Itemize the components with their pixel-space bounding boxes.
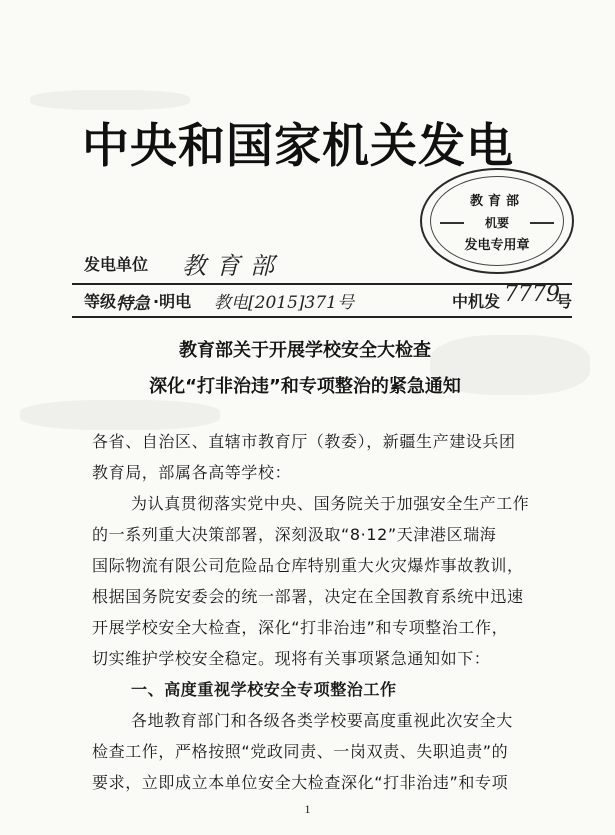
body-line: 的一系列重大决策部署，深刻汲取“8·12”天津港区瑞海 [92, 525, 497, 544]
body-line: 要求，立即成立本单位安全大检查深化“打非治违”和专项 [92, 773, 509, 792]
body-line: 切实维护学校安全稳定。现将有关事项紧急通知如下： [92, 649, 491, 668]
stamp-bottom-text: 发电专用章 [464, 238, 530, 253]
stamp-top-text: 教育部 [469, 194, 524, 209]
header-rule [72, 316, 572, 318]
grade-handwritten: 特急 [116, 294, 150, 314]
dispatch-label: 中机发 [452, 292, 501, 311]
notice-title-line: 深化“打非治违”和专项整治的紧急通知 [149, 376, 461, 397]
salutation-line: 教育局，部属各高等学校： [92, 463, 292, 482]
notice-title-line: 教育部关于开展学校安全大检查 [179, 340, 431, 361]
dispatch-suffix: 号 [556, 292, 573, 311]
body-line: 各地教育部门和各级各类学校要高度重视此次安全大 [131, 711, 513, 730]
scan-smudge [30, 90, 190, 110]
official-seal-stamp [420, 168, 574, 274]
salutation-line: 各省、自治区、直辖市教育厅（教委），新疆生产建设兵团 [92, 432, 516, 451]
dispatch-number: 7779 [504, 282, 560, 307]
stamp-middle-text: 机要 [484, 216, 509, 230]
page-number: 1 [304, 802, 311, 816]
stamp-divider [530, 222, 554, 224]
body-line: 开展学校安全大检查，深化“打非治违”和专项整治工作， [92, 618, 509, 637]
body-line: 为认真贯彻落实党中央、国务院关于加强安全生产工作 [131, 494, 530, 513]
section-heading: 一、高度重视学校安全专项整治工作 [131, 680, 397, 699]
masthead: 中央和国家机关发电 [82, 119, 514, 174]
sender-label: 发电单位 [84, 255, 149, 274]
header-rule [72, 283, 572, 285]
body-line: 根据国务院安委会的统一部署，决定在全国教育系统中迅速 [92, 587, 524, 606]
body-line: 检查工作，严格按照“党政同责、一岗双责、失职追责”的 [92, 742, 509, 761]
transmission-mode: ·明电 [153, 292, 192, 311]
document-number: 教电[2015]371号 [214, 293, 354, 313]
body-line: 国际物流有限公司危险品仓库特别重大火灾爆炸事故教训， [92, 556, 524, 575]
grade-label: 等级 [84, 292, 117, 311]
sender-value: 教育部 [182, 252, 284, 280]
